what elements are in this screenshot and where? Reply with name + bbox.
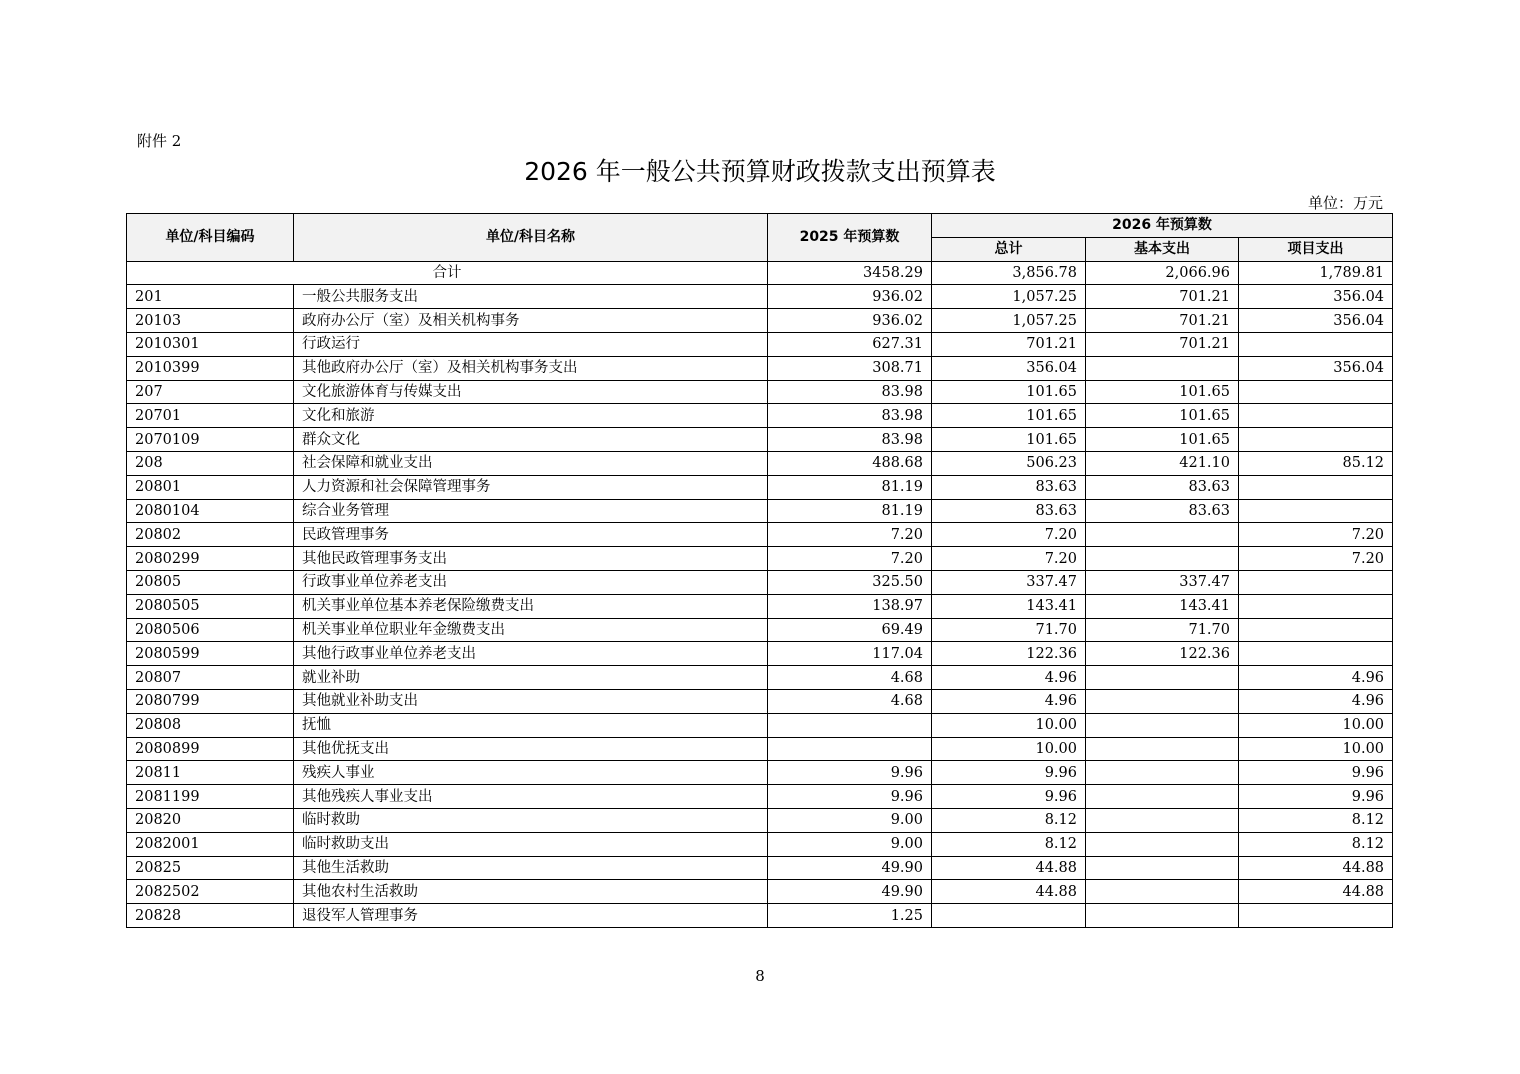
row-basic: 122.36 bbox=[1086, 642, 1239, 666]
row-total: 8.12 bbox=[932, 832, 1086, 856]
table-row bbox=[127, 428, 1393, 452]
row-budget-2025: 83.98 bbox=[768, 380, 932, 404]
row-total: 143.41 bbox=[932, 594, 1086, 618]
row-code: 20808 bbox=[127, 713, 294, 737]
row-name: 群众文化 bbox=[294, 428, 768, 452]
row-code: 2080599 bbox=[127, 642, 294, 666]
row-basic bbox=[1086, 808, 1239, 832]
row-name: 残疾人事业 bbox=[294, 761, 768, 785]
row-budget-2025: 325.50 bbox=[768, 570, 932, 594]
table-body bbox=[127, 261, 1393, 927]
row-total: 101.65 bbox=[932, 428, 1086, 452]
row-name: 其他优抚支出 bbox=[294, 737, 768, 761]
table-header bbox=[127, 214, 1393, 262]
table-row bbox=[127, 808, 1393, 832]
row-name: 就业补助 bbox=[294, 666, 768, 690]
row-name: 文化和旅游 bbox=[294, 404, 768, 428]
total-total: 3,856.78 bbox=[932, 261, 1086, 285]
page-title: 2026 年一般公共预算财政拨款支出预算表 bbox=[524, 157, 996, 186]
row-name: 行政运行 bbox=[294, 332, 768, 356]
header-budget-2025: 2025 年预算数 bbox=[768, 214, 932, 262]
row-name: 临时救助支出 bbox=[294, 832, 768, 856]
row-project bbox=[1239, 428, 1393, 452]
header-budget-2026: 2026 年预算数 bbox=[932, 214, 1393, 238]
table-row bbox=[127, 523, 1393, 547]
row-total bbox=[932, 904, 1086, 928]
row-basic: 71.70 bbox=[1086, 618, 1239, 642]
header-code: 单位/科目编码 bbox=[127, 214, 294, 262]
row-code: 2010399 bbox=[127, 356, 294, 380]
row-budget-2025: 488.68 bbox=[768, 451, 932, 475]
row-project: 356.04 bbox=[1239, 356, 1393, 380]
row-budget-2025: 308.71 bbox=[768, 356, 932, 380]
row-total: 9.96 bbox=[932, 761, 1086, 785]
row-budget-2025 bbox=[768, 713, 932, 737]
row-project: 44.88 bbox=[1239, 856, 1393, 880]
row-total: 506.23 bbox=[932, 451, 1086, 475]
row-name: 其他农村生活救助 bbox=[294, 880, 768, 904]
row-code: 20801 bbox=[127, 475, 294, 499]
row-code: 2010301 bbox=[127, 332, 294, 356]
row-budget-2025: 936.02 bbox=[768, 309, 932, 333]
row-total: 10.00 bbox=[932, 737, 1086, 761]
row-project: 10.00 bbox=[1239, 737, 1393, 761]
row-code: 20701 bbox=[127, 404, 294, 428]
row-budget-2025: 117.04 bbox=[768, 642, 932, 666]
table-row bbox=[127, 666, 1393, 690]
row-basic: 143.41 bbox=[1086, 594, 1239, 618]
row-project: 10.00 bbox=[1239, 713, 1393, 737]
row-budget-2025: 9.96 bbox=[768, 761, 932, 785]
row-budget-2025: 9.00 bbox=[768, 808, 932, 832]
row-code: 20828 bbox=[127, 904, 294, 928]
row-basic bbox=[1086, 523, 1239, 547]
row-total: 101.65 bbox=[932, 380, 1086, 404]
header-name: 单位/科目名称 bbox=[294, 214, 768, 262]
row-code: 20103 bbox=[127, 309, 294, 333]
row-code: 2080799 bbox=[127, 689, 294, 713]
table-row bbox=[127, 594, 1393, 618]
row-code: 2070109 bbox=[127, 428, 294, 452]
row-code: 2080104 bbox=[127, 499, 294, 523]
total-label: 合计 bbox=[127, 261, 768, 285]
row-code: 20825 bbox=[127, 856, 294, 880]
row-basic bbox=[1086, 737, 1239, 761]
row-project: 4.96 bbox=[1239, 666, 1393, 690]
header-total: 总计 bbox=[932, 237, 1086, 261]
row-code: 20820 bbox=[127, 808, 294, 832]
row-basic: 337.47 bbox=[1086, 570, 1239, 594]
table-row bbox=[127, 856, 1393, 880]
row-code: 20807 bbox=[127, 666, 294, 690]
row-basic: 101.65 bbox=[1086, 404, 1239, 428]
row-name: 临时救助 bbox=[294, 808, 768, 832]
row-basic: 701.21 bbox=[1086, 285, 1239, 309]
row-name: 政府办公厅（室）及相关机构事务 bbox=[294, 309, 768, 333]
row-total: 10.00 bbox=[932, 713, 1086, 737]
table-row bbox=[127, 904, 1393, 928]
table-row bbox=[127, 761, 1393, 785]
row-name: 机关事业单位职业年金缴费支出 bbox=[294, 618, 768, 642]
row-basic: 101.65 bbox=[1086, 428, 1239, 452]
row-budget-2025: 1.25 bbox=[768, 904, 932, 928]
row-code: 201 bbox=[127, 285, 294, 309]
page-number: 8 bbox=[755, 967, 765, 985]
row-project bbox=[1239, 332, 1393, 356]
row-basic bbox=[1086, 856, 1239, 880]
row-name: 其他政府办公厅（室）及相关机构事务支出 bbox=[294, 356, 768, 380]
row-basic bbox=[1086, 666, 1239, 690]
row-total: 9.96 bbox=[932, 785, 1086, 809]
row-name: 抚恤 bbox=[294, 713, 768, 737]
row-name: 民政管理事务 bbox=[294, 523, 768, 547]
total-budget-2025: 3458.29 bbox=[768, 261, 932, 285]
row-basic bbox=[1086, 880, 1239, 904]
row-total: 7.20 bbox=[932, 523, 1086, 547]
row-project bbox=[1239, 475, 1393, 499]
row-total: 8.12 bbox=[932, 808, 1086, 832]
attachment-label: 附件 2 bbox=[137, 132, 182, 150]
row-total: 83.63 bbox=[932, 475, 1086, 499]
row-total: 701.21 bbox=[932, 332, 1086, 356]
row-total: 4.96 bbox=[932, 689, 1086, 713]
row-code: 2081199 bbox=[127, 785, 294, 809]
table-row bbox=[127, 642, 1393, 666]
row-basic bbox=[1086, 713, 1239, 737]
total-basic: 2,066.96 bbox=[1086, 261, 1239, 285]
row-project: 85.12 bbox=[1239, 451, 1393, 475]
row-project bbox=[1239, 904, 1393, 928]
table-row bbox=[127, 618, 1393, 642]
row-project: 8.12 bbox=[1239, 808, 1393, 832]
row-total: 44.88 bbox=[932, 856, 1086, 880]
row-name: 其他生活救助 bbox=[294, 856, 768, 880]
row-budget-2025: 83.98 bbox=[768, 428, 932, 452]
row-total: 1,057.25 bbox=[932, 285, 1086, 309]
row-project: 7.20 bbox=[1239, 547, 1393, 571]
row-basic: 701.21 bbox=[1086, 309, 1239, 333]
row-budget-2025: 81.19 bbox=[768, 499, 932, 523]
row-basic: 83.63 bbox=[1086, 475, 1239, 499]
row-project: 356.04 bbox=[1239, 285, 1393, 309]
table-row bbox=[127, 689, 1393, 713]
row-budget-2025: 9.00 bbox=[768, 832, 932, 856]
row-total: 101.65 bbox=[932, 404, 1086, 428]
row-basic: 421.10 bbox=[1086, 451, 1239, 475]
row-code: 2082001 bbox=[127, 832, 294, 856]
row-project bbox=[1239, 594, 1393, 618]
row-project: 4.96 bbox=[1239, 689, 1393, 713]
table-row bbox=[127, 499, 1393, 523]
table-row bbox=[127, 332, 1393, 356]
row-code: 2080899 bbox=[127, 737, 294, 761]
row-basic: 83.63 bbox=[1086, 499, 1239, 523]
row-project bbox=[1239, 499, 1393, 523]
row-budget-2025: 7.20 bbox=[768, 547, 932, 571]
row-basic bbox=[1086, 832, 1239, 856]
row-code: 2080299 bbox=[127, 547, 294, 571]
row-total: 7.20 bbox=[932, 547, 1086, 571]
row-total: 122.36 bbox=[932, 642, 1086, 666]
row-budget-2025: 138.97 bbox=[768, 594, 932, 618]
row-budget-2025: 936.02 bbox=[768, 285, 932, 309]
row-budget-2025: 4.68 bbox=[768, 666, 932, 690]
row-code: 2080506 bbox=[127, 618, 294, 642]
row-budget-2025: 49.90 bbox=[768, 856, 932, 880]
row-project: 7.20 bbox=[1239, 523, 1393, 547]
row-budget-2025: 49.90 bbox=[768, 880, 932, 904]
table-row bbox=[127, 451, 1393, 475]
row-basic bbox=[1086, 904, 1239, 928]
table-row bbox=[127, 832, 1393, 856]
row-code: 20802 bbox=[127, 523, 294, 547]
row-total: 4.96 bbox=[932, 666, 1086, 690]
row-project bbox=[1239, 570, 1393, 594]
row-code: 2080505 bbox=[127, 594, 294, 618]
row-name: 机关事业单位基本养老保险缴费支出 bbox=[294, 594, 768, 618]
total-project: 1,789.81 bbox=[1239, 261, 1393, 285]
table-row bbox=[127, 570, 1393, 594]
row-code: 20811 bbox=[127, 761, 294, 785]
table-row bbox=[127, 880, 1393, 904]
row-total: 356.04 bbox=[932, 356, 1086, 380]
row-basic bbox=[1086, 547, 1239, 571]
row-name: 其他民政管理事务支出 bbox=[294, 547, 768, 571]
row-code: 207 bbox=[127, 380, 294, 404]
row-total: 44.88 bbox=[932, 880, 1086, 904]
row-code: 20805 bbox=[127, 570, 294, 594]
row-project bbox=[1239, 404, 1393, 428]
table-row bbox=[127, 785, 1393, 809]
budget-table bbox=[126, 213, 1393, 928]
row-budget-2025: 69.49 bbox=[768, 618, 932, 642]
row-basic: 701.21 bbox=[1086, 332, 1239, 356]
row-budget-2025 bbox=[768, 737, 932, 761]
row-project: 9.96 bbox=[1239, 785, 1393, 809]
row-budget-2025: 7.20 bbox=[768, 523, 932, 547]
row-total: 337.47 bbox=[932, 570, 1086, 594]
unit-label: 单位：万元 bbox=[1307, 194, 1383, 212]
header-project: 项目支出 bbox=[1239, 237, 1393, 261]
row-basic: 101.65 bbox=[1086, 380, 1239, 404]
header-basic: 基本支出 bbox=[1086, 237, 1239, 261]
table-row bbox=[127, 404, 1393, 428]
row-project bbox=[1239, 618, 1393, 642]
row-project bbox=[1239, 380, 1393, 404]
row-project: 9.96 bbox=[1239, 761, 1393, 785]
row-project: 8.12 bbox=[1239, 832, 1393, 856]
table-row bbox=[127, 356, 1393, 380]
row-name: 社会保障和就业支出 bbox=[294, 451, 768, 475]
table-row bbox=[127, 285, 1393, 309]
row-project: 356.04 bbox=[1239, 309, 1393, 333]
row-code: 2082502 bbox=[127, 880, 294, 904]
total-row bbox=[127, 261, 1393, 285]
row-basic bbox=[1086, 689, 1239, 713]
row-budget-2025: 9.96 bbox=[768, 785, 932, 809]
row-project bbox=[1239, 642, 1393, 666]
row-basic bbox=[1086, 356, 1239, 380]
row-budget-2025: 627.31 bbox=[768, 332, 932, 356]
row-total: 1,057.25 bbox=[932, 309, 1086, 333]
row-name: 其他行政事业单位养老支出 bbox=[294, 642, 768, 666]
row-name: 一般公共服务支出 bbox=[294, 285, 768, 309]
row-budget-2025: 83.98 bbox=[768, 404, 932, 428]
row-project: 44.88 bbox=[1239, 880, 1393, 904]
row-budget-2025: 4.68 bbox=[768, 689, 932, 713]
row-code: 208 bbox=[127, 451, 294, 475]
row-name: 退役军人管理事务 bbox=[294, 904, 768, 928]
row-total: 71.70 bbox=[932, 618, 1086, 642]
row-basic bbox=[1086, 761, 1239, 785]
row-name: 行政事业单位养老支出 bbox=[294, 570, 768, 594]
table-row bbox=[127, 713, 1393, 737]
table-row bbox=[127, 547, 1393, 571]
row-total: 83.63 bbox=[932, 499, 1086, 523]
table-row bbox=[127, 737, 1393, 761]
row-budget-2025: 81.19 bbox=[768, 475, 932, 499]
row-basic bbox=[1086, 785, 1239, 809]
row-name: 人力资源和社会保障管理事务 bbox=[294, 475, 768, 499]
table-row bbox=[127, 309, 1393, 333]
row-name: 其他残疾人事业支出 bbox=[294, 785, 768, 809]
row-name: 综合业务管理 bbox=[294, 499, 768, 523]
table-row bbox=[127, 380, 1393, 404]
row-name: 其他就业补助支出 bbox=[294, 689, 768, 713]
row-name: 文化旅游体育与传媒支出 bbox=[294, 380, 768, 404]
table-row bbox=[127, 475, 1393, 499]
